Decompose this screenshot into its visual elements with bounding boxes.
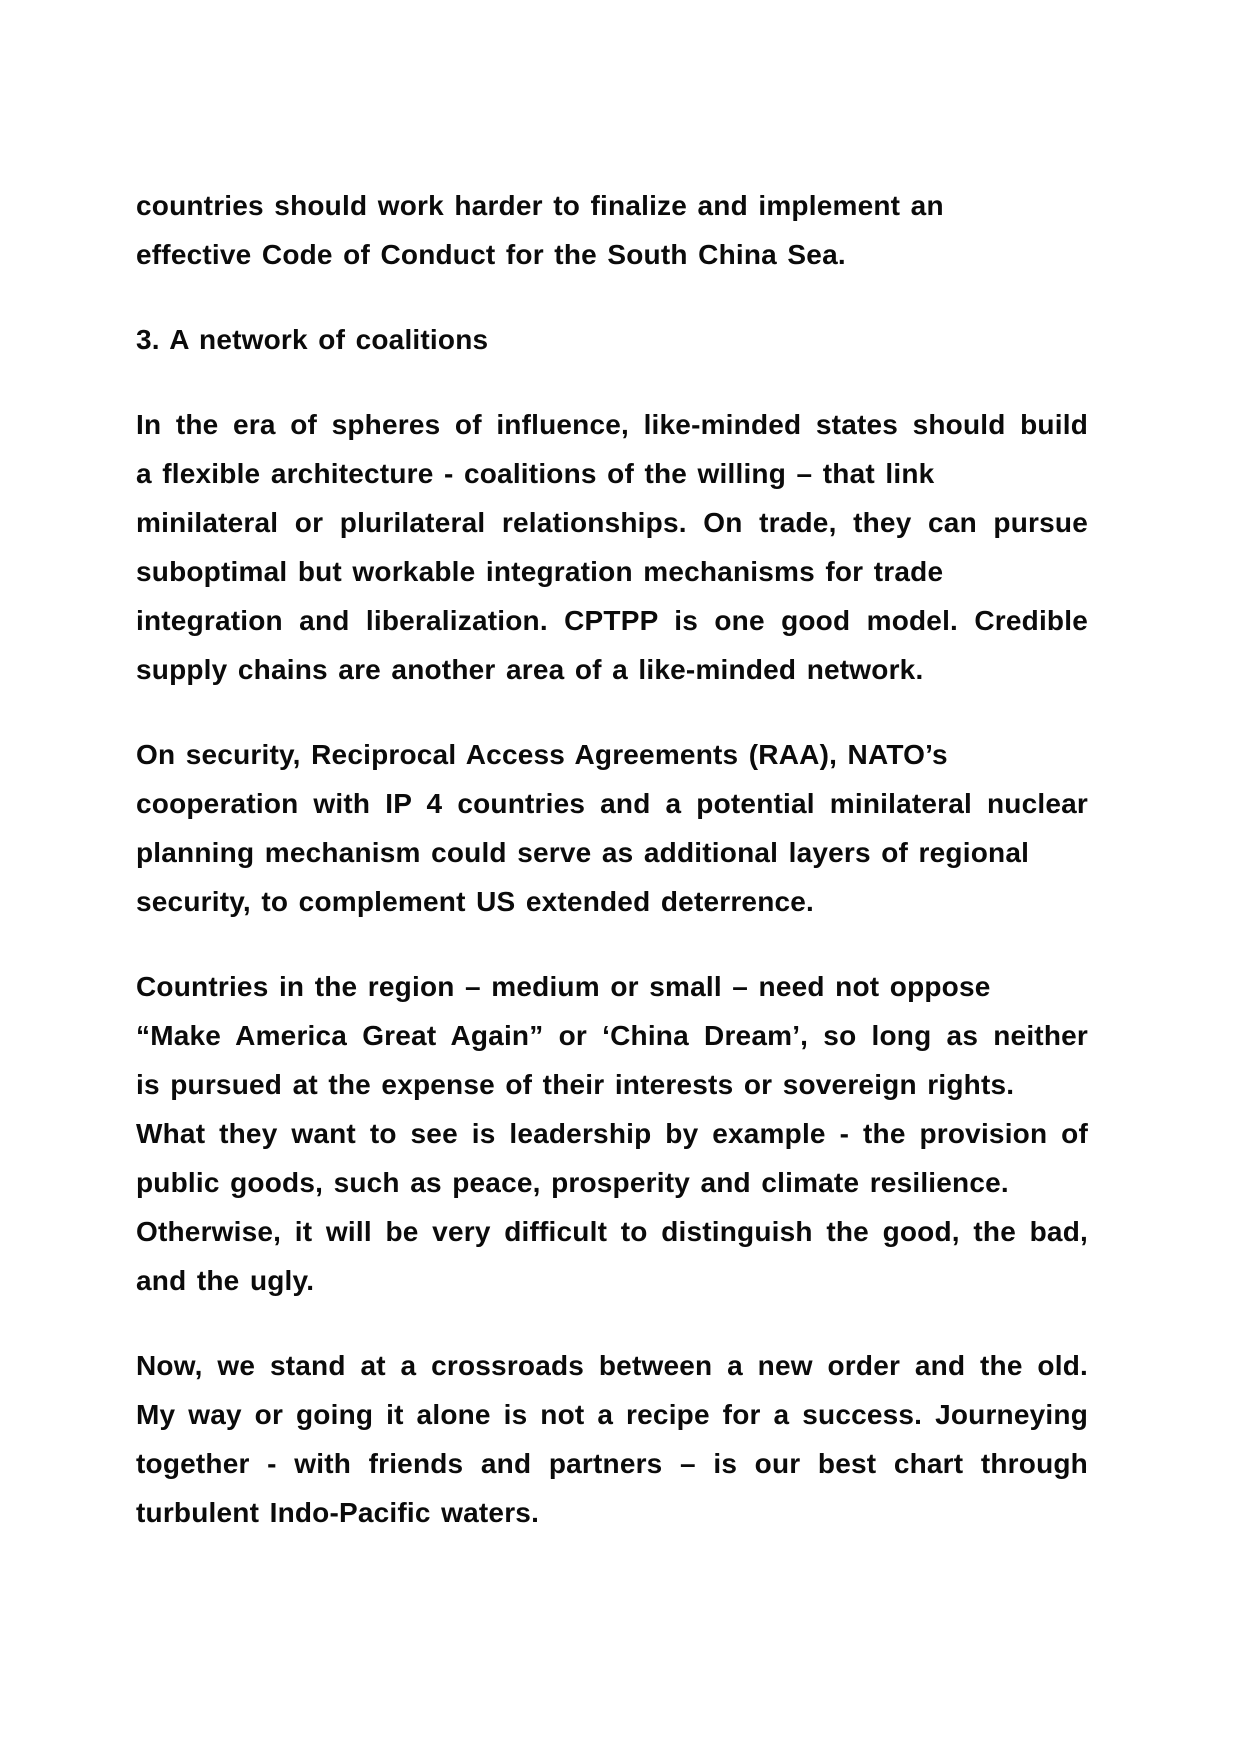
text-line: On security, Reciprocal Access Agreements (RAA), NATO’s xyxy=(136,739,948,770)
paragraph xyxy=(136,1341,1088,1537)
text-block xyxy=(136,181,1088,1537)
paragraph xyxy=(136,181,1088,279)
text-line: turbulent Indo-Pacific waters. xyxy=(136,1497,540,1528)
text-line: security, to complement US extended deterrence. xyxy=(136,886,815,917)
text-line: minilateral or plurilateral relationships. On trade, they can pursue xyxy=(136,507,1088,538)
text-line: Now, we stand at a crossroads between a new order and the old. xyxy=(136,1350,1088,1381)
text-line: a flexible architecture - coalitions of the willing – that link xyxy=(136,458,935,489)
text-line: and the ugly. xyxy=(136,1265,315,1296)
text-line: is pursued at the expense of their interests or sovereign rights. xyxy=(136,1069,1015,1100)
text-line: integration and liberalization. CPTPP is one good model. Credible xyxy=(136,605,1088,636)
text-line: suboptimal but workable integration mechanisms for trade xyxy=(136,556,944,587)
text-line: cooperation with IP 4 countries and a potential minilateral nuclear xyxy=(136,788,1088,819)
text-line: In the era of spheres of influence, like-minded states should build xyxy=(136,409,1088,440)
text-line: Otherwise, it will be very difficult to distinguish the good, the bad, xyxy=(136,1216,1088,1247)
section-heading xyxy=(136,315,1088,364)
text-line: My way or going it alone is not a recipe for a success. Journeying xyxy=(136,1399,1088,1430)
text-line: “Make America Great Again” or ‘China Dream’, so long as neither xyxy=(136,1020,1088,1051)
paragraph xyxy=(136,962,1088,1305)
text-line: public goods, such as peace, prosperity and climate resilience. xyxy=(136,1167,1009,1198)
text-line: together - with friends and partners – is our best chart through xyxy=(136,1448,1088,1479)
text-line: planning mechanism could serve as additional layers of regional xyxy=(136,837,1030,868)
text-line: 3. A network of coalitions xyxy=(136,324,489,355)
paragraph xyxy=(136,730,1088,926)
text-line: countries should work harder to finalize and implement an xyxy=(136,190,944,221)
text-line: What they want to see is leadership by example - the provision of xyxy=(136,1118,1088,1149)
text-line: supply chains are another area of a like-minded network. xyxy=(136,654,924,685)
text-line: Countries in the region – medium or small – need not oppose xyxy=(136,971,991,1002)
paragraph xyxy=(136,400,1088,694)
text-line: effective Code of Conduct for the South China Sea. xyxy=(136,239,846,270)
